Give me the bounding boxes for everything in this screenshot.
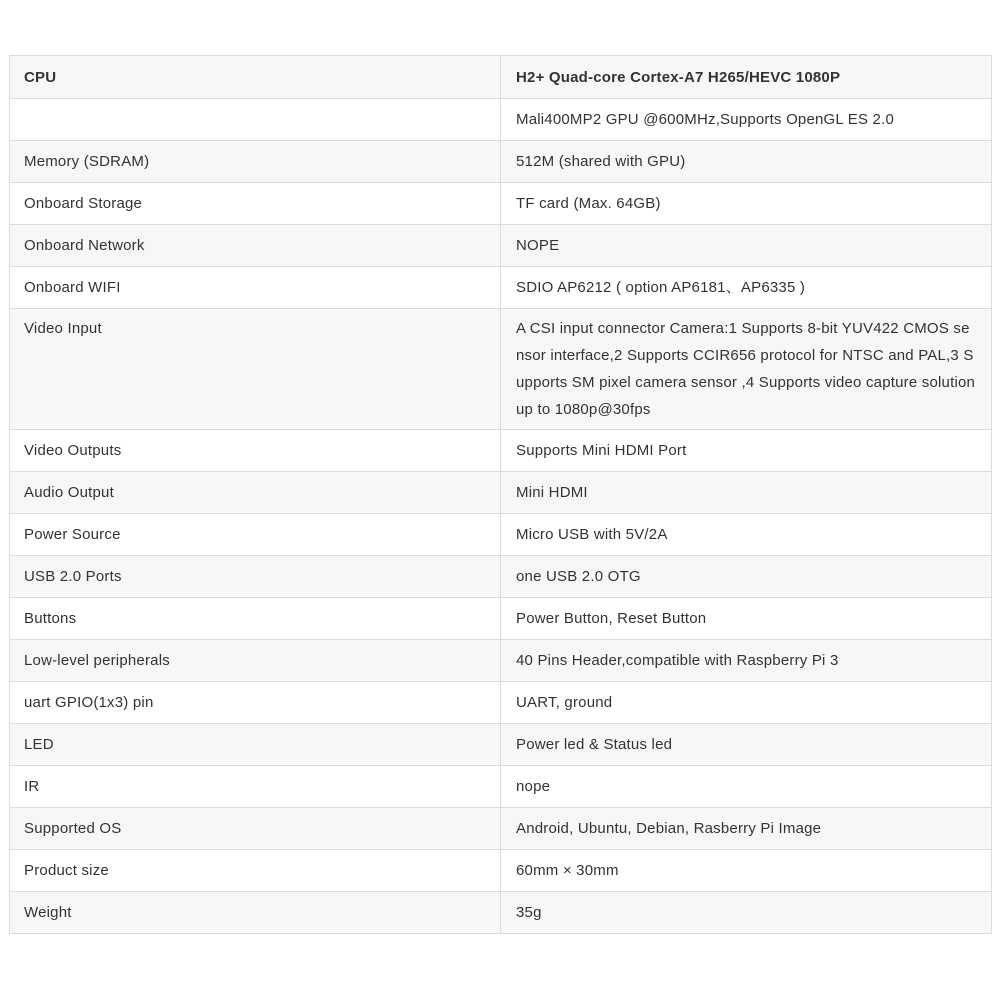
table-row [10, 309, 992, 430]
table-row [10, 640, 992, 682]
spec-label: uart GPIO(1x3) pin [10, 682, 501, 724]
table-header-row [10, 56, 992, 99]
spec-label: CPU [10, 56, 501, 99]
spec-value: Power Button, Reset Button [501, 598, 992, 640]
spec-label: IR [10, 766, 501, 808]
spec-value: one USB 2.0 OTG [501, 556, 992, 598]
table-row [10, 766, 992, 808]
spec-value: A CSI input connector Camera:1 Supports 8-bit YUV422 CMOS sensor interface,2 Supports CCIR656 protocol for NTSC and PAL,3 Supports SM pixel camera sensor ,4 Supports video capture solution up to 1080p@30fps [501, 309, 992, 430]
spec-value: H2+ Quad-core Cortex-A7 H265/HEVC 1080P [501, 56, 992, 99]
spec-value: nope [501, 766, 992, 808]
spec-label: Onboard WIFI [10, 267, 501, 309]
spec-label: Memory (SDRAM) [10, 141, 501, 183]
spec-value: 60mm × 30mm [501, 850, 992, 892]
table-row [10, 808, 992, 850]
spec-label: Product size [10, 850, 501, 892]
spec-value: Mini HDMI [501, 472, 992, 514]
table-row [10, 556, 992, 598]
spec-value: Power led & Status led [501, 724, 992, 766]
spec-label: Power Source [10, 514, 501, 556]
spec-value: Supports Mini HDMI Port [501, 430, 992, 472]
spec-value: NOPE [501, 225, 992, 267]
spec-label [10, 99, 501, 141]
spec-table [9, 55, 992, 934]
spec-value: Android, Ubuntu, Debian, Rasberry Pi Image [501, 808, 992, 850]
table-row [10, 598, 992, 640]
table-row [10, 850, 992, 892]
spec-label: Weight [10, 892, 501, 934]
table-row [10, 225, 992, 267]
spec-value: 40 Pins Header,compatible with Raspberry Pi 3 [501, 640, 992, 682]
table-row [10, 183, 992, 225]
table-row [10, 724, 992, 766]
table-row [10, 892, 992, 934]
spec-label: Onboard Network [10, 225, 501, 267]
table-row [10, 472, 992, 514]
table-row [10, 267, 992, 309]
spec-label: Video Outputs [10, 430, 501, 472]
spec-label: Low-level peripherals [10, 640, 501, 682]
table-row [10, 141, 992, 183]
spec-value: 35g [501, 892, 992, 934]
table-row [10, 99, 992, 141]
spec-value: Mali400MP2 GPU @600MHz,Supports OpenGL ES 2.0 [501, 99, 992, 141]
spec-label: Video Input [10, 309, 501, 430]
spec-label: Supported OS [10, 808, 501, 850]
spec-label: Buttons [10, 598, 501, 640]
spec-value: SDIO AP6212 ( option AP6181、AP6335 ) [501, 267, 992, 309]
spec-value: 512M (shared with GPU) [501, 141, 992, 183]
spec-value: UART, ground [501, 682, 992, 724]
table-row [10, 430, 992, 472]
table-row [10, 514, 992, 556]
table-row [10, 682, 992, 724]
spec-label: LED [10, 724, 501, 766]
spec-value: TF card (Max. 64GB) [501, 183, 992, 225]
spec-label: Audio Output [10, 472, 501, 514]
spec-label: USB 2.0 Ports [10, 556, 501, 598]
spec-value: Micro USB with 5V/2A [501, 514, 992, 556]
spec-label: Onboard Storage [10, 183, 501, 225]
